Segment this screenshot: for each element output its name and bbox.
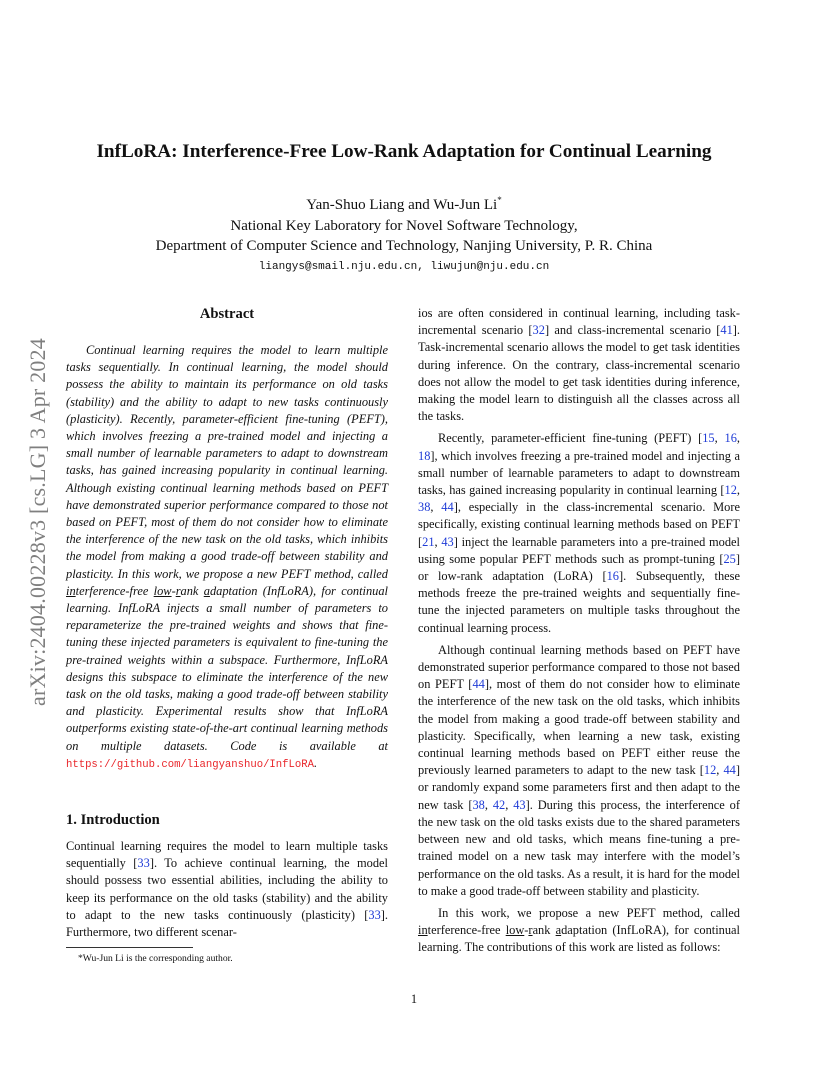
body-text: , bbox=[736, 431, 740, 446]
citation-link[interactable]: 33 bbox=[368, 907, 381, 922]
citation-link[interactable]: 12 bbox=[724, 483, 737, 498]
body-text: terference-free bbox=[427, 923, 506, 938]
citation-link[interactable]: 18 bbox=[418, 448, 431, 463]
body-text: , bbox=[505, 797, 514, 812]
body-text: In this work, we propose a new PEFT method, called bbox=[438, 905, 740, 920]
citation-link[interactable]: 33 bbox=[137, 856, 150, 871]
underline-r: r bbox=[528, 923, 533, 938]
body-text: ank bbox=[532, 923, 556, 938]
body-text: , bbox=[484, 797, 493, 812]
citation-link[interactable]: 12 bbox=[703, 763, 717, 778]
intro-paragraph bbox=[66, 838, 388, 941]
citation-link[interactable]: 43 bbox=[441, 534, 454, 549]
body-paragraph bbox=[418, 905, 740, 957]
body-text: ]. Task-incremental scenario allows the model to get task identities during inference. On the contrary, class-incremental scenario does not allow the model to get task identities during inference, making the model learn to distinguish all the classes across all the tasks. bbox=[418, 323, 740, 424]
affiliation-line-2: Department of Computer Science and Technology, Nanjing University, P. R. China bbox=[155, 238, 653, 254]
body-text: ] or randomly expand some parameters first and then adapt to the new task [ bbox=[418, 763, 740, 812]
abstract-body bbox=[66, 342, 388, 774]
underline-low: low bbox=[505, 923, 525, 938]
body-text: ], most of them do not consider how to eliminate the interference of the new task on the old tasks, which inhibits the model from making a good trade-off between stability and plasticity. Specifically, when learning a new task, existing continual learning methods based on PEFT either reuse the previously learned parameters to adapt to the new task [ bbox=[418, 677, 740, 778]
citation-link[interactable]: 42 bbox=[492, 797, 506, 812]
author-emails: liangys@smail.nju.edu.cn, liwujun@nju.edu.cn bbox=[258, 260, 550, 273]
intro-text: Continual learning requires the model to learn multiple tasks sequentially [ bbox=[66, 839, 388, 871]
citation-link[interactable]: 41 bbox=[720, 323, 733, 338]
citation-link[interactable]: 25 bbox=[723, 551, 736, 566]
abstract-underline-a: a bbox=[203, 583, 210, 598]
body-text: ]. Subsequently, these methods freeze the pre-trained weights and sequentially fine-tune the injected parameters on multiple tasks throughout the continual learning process. bbox=[418, 569, 740, 635]
body-text: Although continual learning methods based on PEFT have demonstrated superior performance compared to those not based on PEFT [ bbox=[418, 642, 740, 692]
citation-link[interactable]: 32 bbox=[532, 323, 545, 338]
body-paragraph bbox=[418, 305, 740, 425]
citation-link[interactable]: 44 bbox=[723, 763, 736, 778]
abstract-underline-r: r bbox=[175, 583, 181, 598]
author-names-text: Yan-Shuo Liang and Wu-Jun Li bbox=[306, 197, 498, 213]
paper-title: InfLoRA: Interference-Free Low-Rank Adaptation for Continual Learning bbox=[96, 141, 712, 162]
abstract-underline-low: low bbox=[153, 583, 172, 598]
body-paragraph bbox=[418, 430, 740, 636]
abstract-text-1: Continual learning requires the model to learn multiple tasks sequentially. In continual learning, the model should possess the ability to maintain its performance on old tasks (stability) and the ability to adapt to new tasks continuously (plasticity). Recently, parameter-efficient fine-tuning (PEFT), which involves freezing a pre-trained model and injecting a small number of learnable parameters to adapt to downstream tasks, has gained increasing popularity in continual learning. Although existing continual learning methods based on PEFT have demonstrated superior performance compared to those not based on PEFT, most of them do not consider how to eliminate the interference of the new task on the old tasks, which inhibits the model from making a good trade-off between stability and plasticity. In this work, we propose a new PEFT method, called bbox=[66, 343, 388, 581]
citation-link[interactable]: 38 bbox=[472, 797, 485, 812]
body-text: , bbox=[716, 763, 724, 778]
code-link[interactable]: https://github.com/liangyanshuo/InfLoRA bbox=[66, 758, 314, 771]
body-text: ] and class-incremental scenario [ bbox=[544, 323, 721, 338]
body-text: ios are often considered in continual learning, including task-incremental scenario [ bbox=[418, 306, 740, 338]
corresponding-mark: * bbox=[497, 195, 502, 205]
arxiv-identifier bbox=[18, 292, 58, 752]
underline-in: in bbox=[418, 923, 428, 938]
citation-link[interactable]: 16 bbox=[724, 431, 737, 446]
right-column bbox=[418, 305, 740, 962]
body-text: ], which involves freezing a pre-trained model and injecting a small number of learnable parameters to adapt to downstream tasks, has gained increasing popularity in continual learning [ bbox=[418, 448, 740, 498]
body-text: - bbox=[524, 923, 529, 938]
citation-link[interactable]: 44 bbox=[472, 677, 485, 692]
body-text: ] or low-rank adaptation (LoRA) [ bbox=[418, 551, 740, 584]
abstract-text-dash: - bbox=[171, 583, 176, 598]
body-text: , bbox=[430, 500, 442, 515]
intro-text: ]. Furthermore, two different scenar- bbox=[66, 907, 388, 940]
author-names bbox=[66, 190, 742, 216]
arxiv-stamp-text: arXiv:2404.00228v3 [cs.LG] 3 Apr 2024 bbox=[25, 338, 51, 706]
citation-link[interactable]: 15 bbox=[702, 431, 715, 446]
page-number: 1 bbox=[410, 992, 418, 1006]
body-text: daptation (InfLoRA), for continual learning. The contributions of this work are listed as follows: bbox=[418, 923, 740, 955]
body-text: ], especially in the class-incremental scenario. More specifically, existing continual learning methods based on PEFT [ bbox=[418, 500, 740, 549]
citation-link[interactable]: 44 bbox=[441, 500, 454, 515]
abstract-heading: Abstract bbox=[199, 306, 255, 322]
affiliation-line-1: National Key Laboratory for Novel Software Technology, bbox=[230, 217, 578, 234]
footnote: *Wu-Jun Li is the corresponding author. bbox=[78, 953, 233, 964]
body-paragraph bbox=[418, 642, 740, 900]
citation-link[interactable]: 43 bbox=[513, 797, 526, 812]
citation-link[interactable]: 16 bbox=[606, 569, 619, 584]
underline-a: a bbox=[555, 923, 562, 938]
body-text: ] inject the learnable parameters into a pre-trained model using some popular PEFT methods such as prompt-tuning [ bbox=[418, 534, 740, 566]
footnote-rule bbox=[66, 947, 193, 948]
abstract-underline-in: in bbox=[66, 583, 76, 598]
body-text: , bbox=[434, 534, 442, 549]
abstract-text-terference: terference-free bbox=[75, 583, 154, 598]
body-text: , bbox=[714, 431, 725, 446]
author-block bbox=[66, 190, 742, 277]
abstract-text-ank: ank bbox=[180, 583, 204, 598]
abstract-text-end: . bbox=[313, 755, 318, 770]
section-heading-introduction: 1. Introduction bbox=[66, 812, 160, 828]
body-text: ]. During this process, the interference of the new task on the old tasks exists due to the shared parameters between new and old tasks, which means fine-tuning a pre-trained model on a new task may interfere with the model’s performance on the old tasks. As a result, it is hard for the model to make a good trade-off between stability and plasticity. bbox=[418, 797, 740, 898]
body-text: , bbox=[736, 483, 740, 498]
abstract-text-2: daptation (InfLoRA), for continual learning. InfLoRA injects a small number of parameters to reparameterize the pre-trained weights and shows that fine-tuning these injected parameters is equivalent to fine-tuning the pre-trained weights within a subspace. Furthermore, InfLoRA designs this subspace to eliminate the interference of the new task on the old tasks, making a good trade-off between stability and plasticity. Experimental results show that InfLoRA outperforms existing state-of-the-art continual learning methods on multiple datasets. Code is available at bbox=[66, 583, 388, 753]
citation-link[interactable]: 21 bbox=[422, 534, 435, 549]
citation-link[interactable]: 38 bbox=[418, 500, 431, 515]
intro-text: ]. To achieve continual learning, the model should possess two essential abilities, including the ability to keep its performance on the old tasks (stability) and the ability to adapt to the new tasks continuously (plasticity) [ bbox=[66, 856, 388, 922]
body-text: Recently, parameter-efficient fine-tuning (PEFT) [ bbox=[438, 431, 703, 446]
